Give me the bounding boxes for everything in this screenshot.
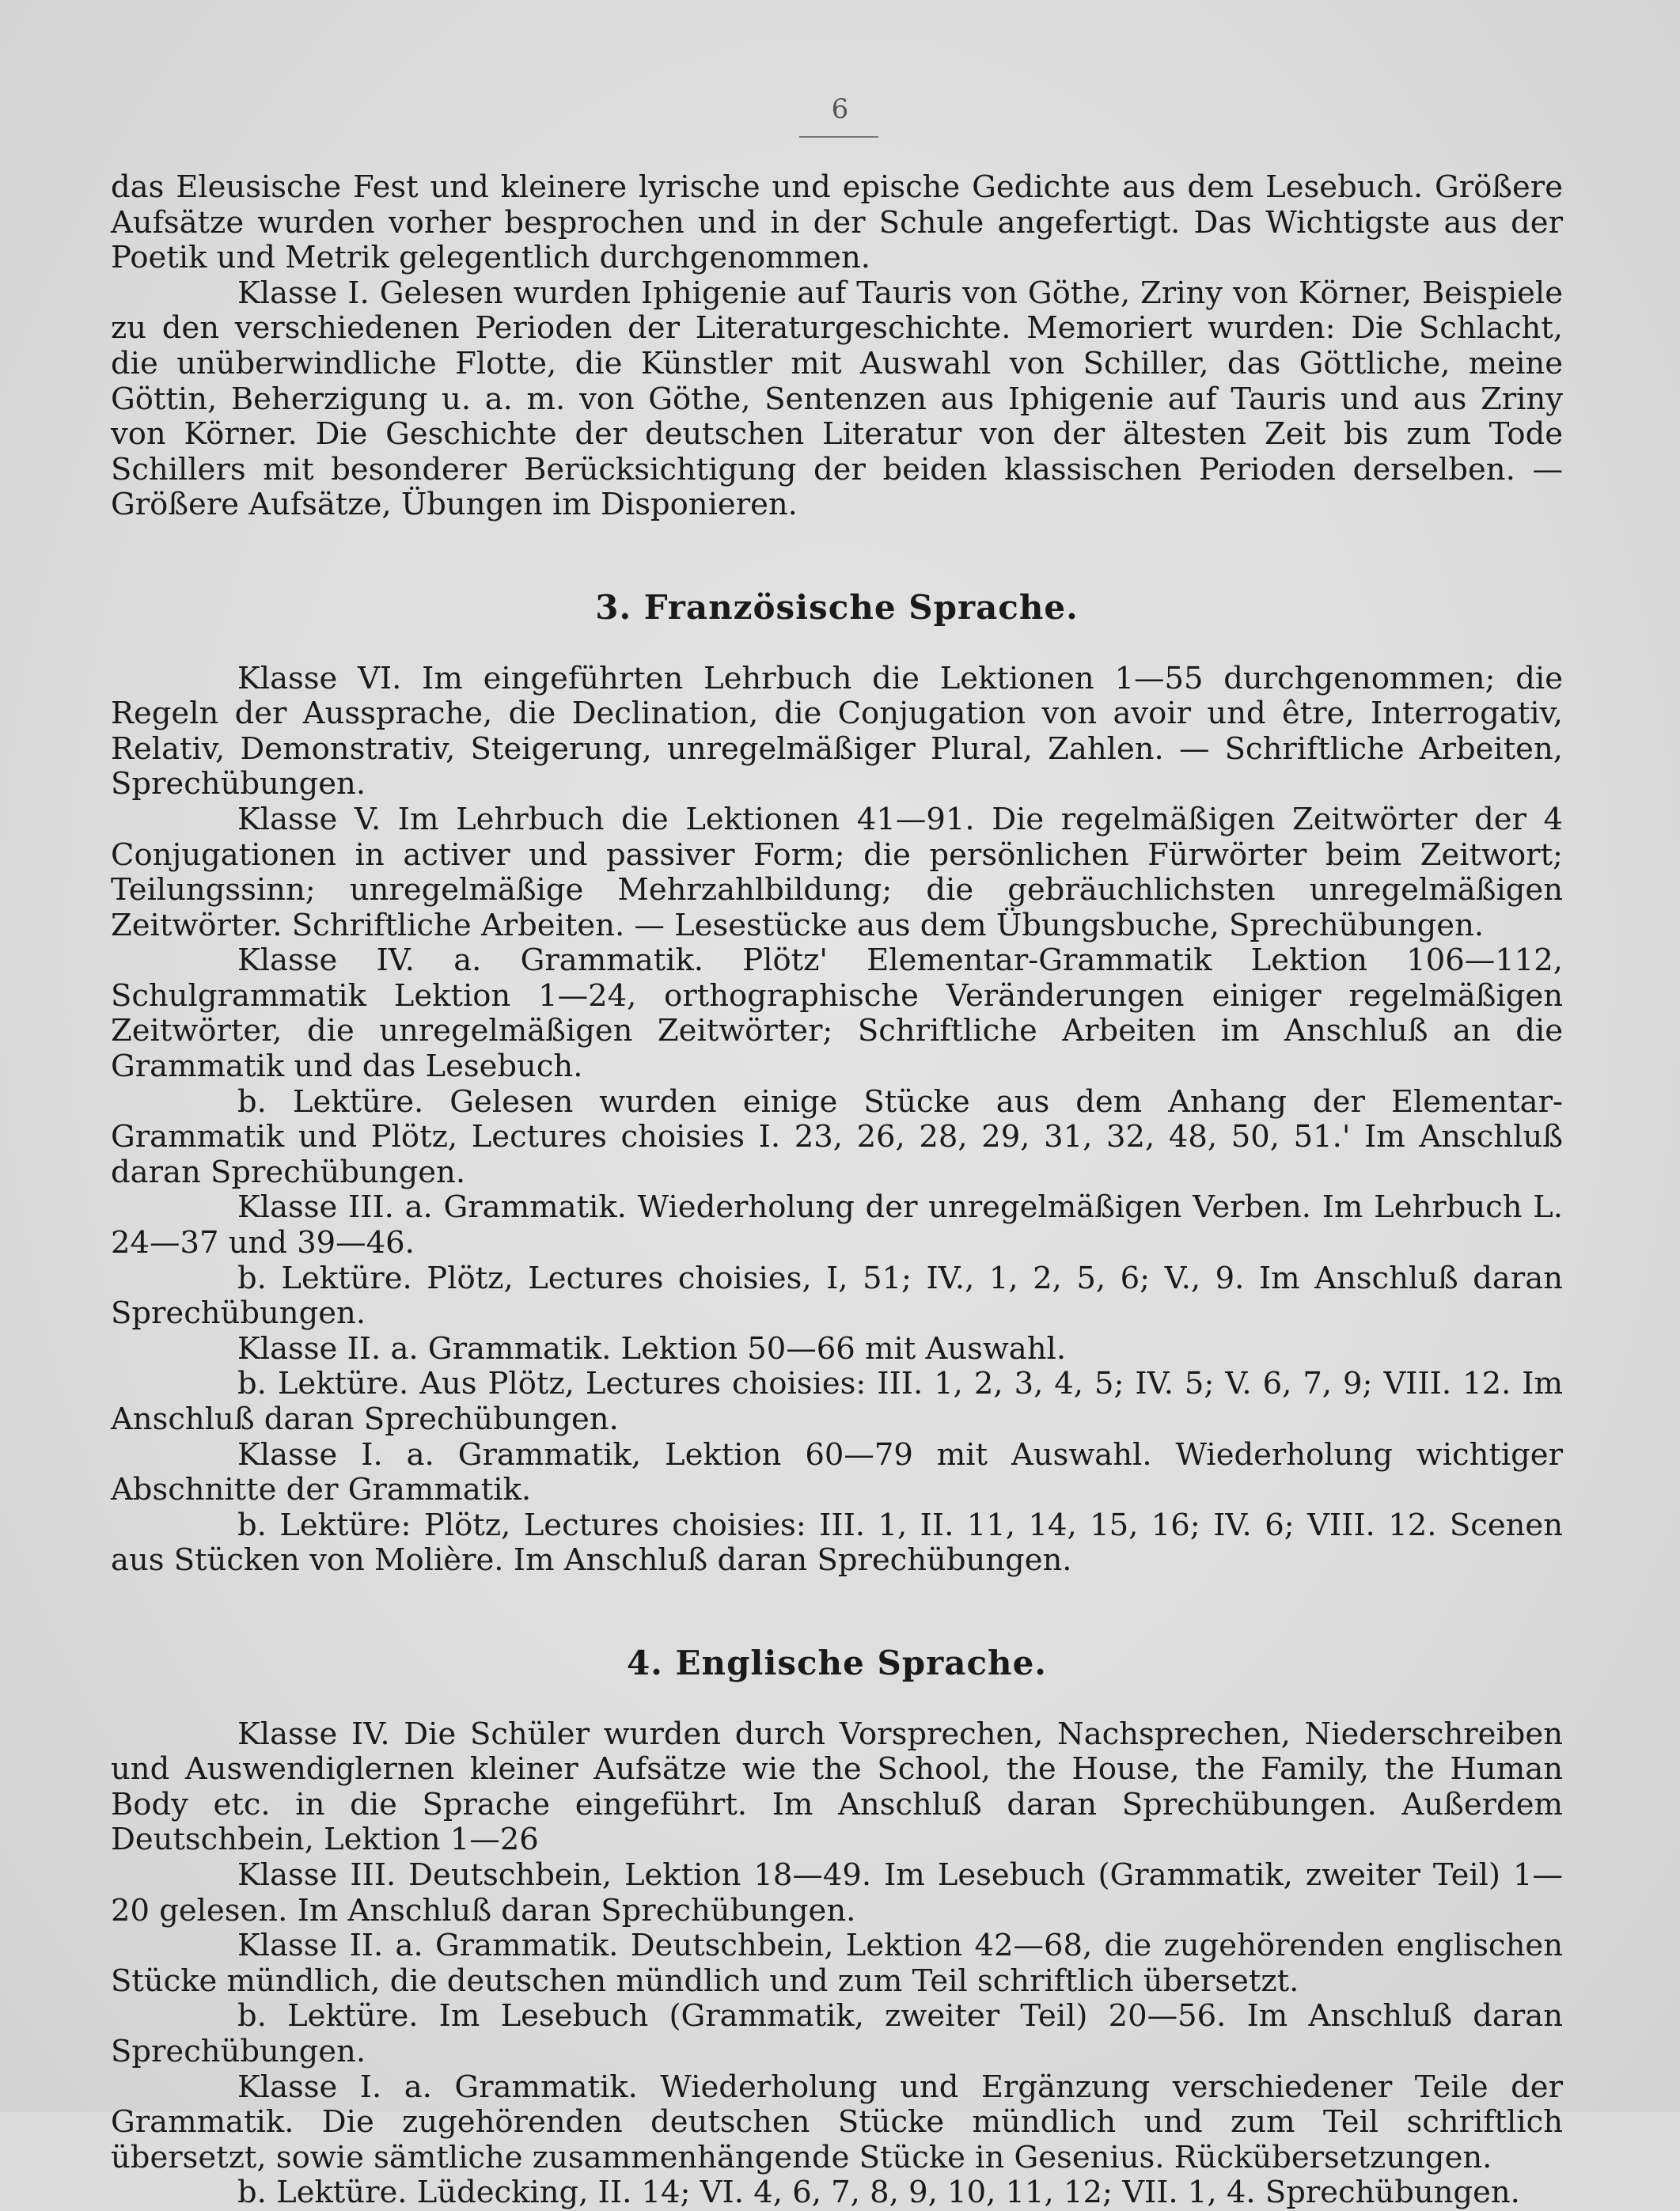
paragraph-english-klasse-2a: Klasse II. a. Grammatik. Deutschbein, Lektion 42—68, die zugehörenden englischen Stücke mündlich, die deutschen mündlich und zum Teil schriftlich übersetzt.	[111, 1928, 1563, 1999]
paragraph-german-klasse-1: Klasse I. Gelesen wurden Iphigenie auf Tauris von Göthe, Zriny von Körner, Beispiele zu den verschiedenen Perioden der Literaturgeschichte. Memoriert wurden: Die Schlacht, die unüberwindliche Flotte, die Künstler mit Auswahl von Schiller, das Göttliche, meine Göttin, Beherzigung u. a. m. von Göthe, Sentenzen aus Iphigenie auf Tauris und aus Zriny von Körner. Die Geschichte der deutschen Literatur von der ältesten Zeit bis zum Tode Schillers mit besonderer Berücksichtigung der beiden klassischen Perioden derselben. — Größere Aufsätze, Übungen im Disponieren.	[111, 275, 1563, 523]
paragraph-french-klasse-1b: b. Lektüre: Plötz, Lectures choisies: III. 1, II. 11, 14, 15, 16; IV. 6; VIII. 12. Scenen aus Stücken von Molière. Im Anschluß daran Sprechübungen.	[111, 1507, 1563, 1579]
body-text	[111, 170, 1563, 2211]
heading-english: 4. Englische Sprache.	[627, 1643, 1047, 1682]
page-number: 6	[831, 93, 849, 125]
page-number-rule	[799, 136, 878, 138]
paragraph-french-klasse-6: Klasse VI. Im eingeführten Lehrbuch die Lektionen 1—55 durchgenommen; die Regeln der Aussprache, die Declination, die Conjugation von avoir und être, Interrogativ, Relativ, Demonstrativ, Steigerung, unregelmäßiger Plural, Zahlen. — Schriftliche Arbeiten, Sprechübungen.	[111, 660, 1563, 802]
paragraph-english-klasse-3: Klasse III. Deutschbein, Lektion 18—49. Im Lesebuch (Grammatik, zweiter Teil) 1—20 gelesen. Im Anschluß daran Sprechübungen.	[111, 1856, 1563, 1928]
paragraph-french-klasse-4b: b. Lektüre. Gelesen wurden einige Stücke aus dem Anhang der Elementar-Grammatik und Plötz, Lectures choisies I. 23, 26, 28, 29, 31, 32, 48, 50, 51.' Im Anschluß daran Sprechübungen.	[111, 1083, 1563, 1190]
paragraph-intro: das Eleusische Fest und kleinere lyrische und epische Gedichte aus dem Lesebuch. Größere Aufsätze wurden vorher besprochen und in der Schule angefertigt. Das Wichtigste aus der Poetik und Metrik gelegentlich durchgenommen.	[111, 169, 1563, 276]
paragraph-french-klasse-3b: b. Lektüre. Plötz, Lectures choisies, I, 51; IV., 1, 2, 5, 6; V., 9. Im Anschluß daran Sprechübungen.	[111, 1260, 1563, 1332]
paragraph-french-klasse-4a: Klasse IV. a. Grammatik. Plötz' Elementar-Grammatik Lektion 106—112, Schulgrammatik Lektion 1—24, orthographische Veränderungen einiger regelmäßigen Zeitwörter, die unregelmäßigen Zeitwörter; Schriftliche Arbeiten im Anschluß an die Grammatik und das Lesebuch.	[111, 942, 1563, 1085]
paragraph-english-klasse-1a: Klasse I. a. Grammatik. Wiederholung und Ergänzung verschiedener Teile der Grammatik. Die zugehörenden deutschen Stücke mündlich und zum Teil schriftlich übersetzt, sowie sämtliche zusammenhängende Stücke in Gesenius. Rückübersetzungen.	[111, 2069, 1563, 2175]
heading-french: 3. Französische Sprache.	[595, 587, 1079, 627]
paragraph-english-klasse-1b: b. Lektüre. Lüdecking, II. 14; VI. 4, 6, 7, 8, 9, 10, 11, 12; VII. 1, 4. Sprechübungen.	[237, 2175, 1520, 2211]
paragraph-french-klasse-2b: b. Lektüre. Aus Plötz, Lectures choisies: III. 1, 2, 3, 4, 5; IV. 5; V. 6, 7, 9; VIII. 12. Im Anschluß daran Sprechübungen.	[111, 1366, 1563, 1437]
paragraph-french-klasse-5: Klasse V. Im Lehrbuch die Lektionen 41—91. Die regelmäßigen Zeitwörter der 4 Conjugationen in activer und passiver Form; die persönlichen Fürwörter beim Zeitwort; Teilungssinn; unregelmäßige Mehrzahlbildung; die gebräuchlichsten unregelmäßigen Zeitwörter. Schriftliche Arbeiten. — Lesestücke aus dem Übungsbuche, Sprechübungen.	[111, 801, 1563, 943]
paragraph-english-klasse-2b: b. Lektüre. Im Lesebuch (Grammatik, zweiter Teil) 20—56. Im Anschluß daran Sprechübungen.	[111, 1998, 1563, 2069]
paragraph-english-klasse-4: Klasse IV. Die Schüler wurden durch Vorsprechen, Nachsprechen, Niederschreiben und Auswendiglernen kleiner Aufsätze wie the School, the House, the Family, the Human Body etc. in die Sprache eingeführt. Im Anschluß daran Sprechübungen. Außerdem Deutschbein, Lektion 1—26	[111, 1716, 1563, 1858]
paragraph-french-klasse-2a: Klasse II. a. Grammatik. Lektion 50—66 mit Auswahl.	[237, 1330, 1067, 1367]
paragraph-french-klasse-1a: Klasse I. a. Grammatik, Lektion 60—79 mit Auswahl. Wiederholung wichtiger Abschnitte der Grammatik.	[111, 1436, 1563, 1508]
paragraph-french-klasse-3a: Klasse III. a. Grammatik. Wiederholung der unregelmäßigen Verben. Im Lehrbuch L. 24—37 und 39—46.	[111, 1189, 1563, 1261]
